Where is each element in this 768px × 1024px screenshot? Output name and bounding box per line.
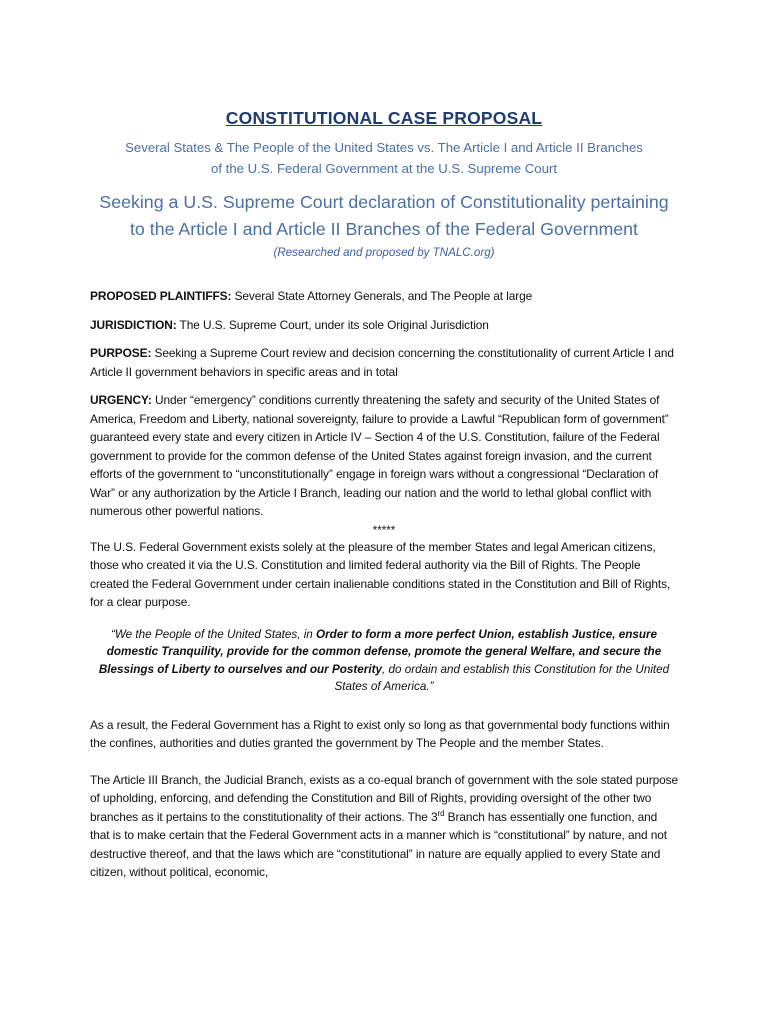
- quote-part-1: “We the People of the United States, in: [110, 627, 317, 641]
- quote-part-3: , do ordain and establish this Constitution for the United States of America.”: [334, 662, 670, 693]
- jurisdiction-paragraph: [90, 316, 678, 335]
- article-three-part-2: Branch has essentially one function, and that is to make certain that the Federal Government acts in a manner which is “constitutional” by nature, and not destructive thereof, and that the laws which are “constitutional” in nature are equally applied to every State and citizen, without political, economic,: [90, 809, 667, 879]
- section-divider: *****: [372, 523, 396, 537]
- headline-line-1: Seeking a U.S. Supreme Court declaration of Constitutionality pertaining: [99, 192, 669, 212]
- purpose-label: PURPOSE:: [90, 346, 152, 360]
- federal-government-paragraph: The U.S. Federal Government exists solely at the pleasure of the member States and legal American citizens, those who created it via the U.S. Constitution and limited federal authority via the Bill of Rights. The People created the Federal Government under certain inalienable conditions stated in the Constitution and Bill of Rights, for a clear purpose.: [90, 539, 671, 609]
- article-three-part-1: The Article III Branch, the Judicial Branch, exists as a co-equal branch of government with the sole stated purpose of upholding, enforcing, and defending the Constitution and Bill of Rights, providing oversight of the other two branches as it pertains to the constitutionality of their actions. The 3: [90, 772, 678, 824]
- urgency-text: Under “emergency” conditions currently threatening the safety and security of the United States of America, Freedom and Liberty, national sovereignty, failure to provide a Lawful “Republican form of government” guaranteed every state and every citizen in Article IV – Section 4 of the U.S. Constitution, failure of the Federal government to provide for the common defense of the United States against foreign invasion, and the current efforts of the government to “unconstitutionally” engage in foreign wars without a congressional “Declaration of War” or any authorization by the Article I Branch, leading our nation and the world to lethal global conflict with numerous other powerful nations.: [90, 393, 669, 518]
- subtitle-line-2: of the U.S. Federal Government at the U.S. Supreme Court: [211, 161, 557, 176]
- plaintiffs-text: Several State Attorney Generals, and The People at large: [231, 289, 533, 303]
- preamble-quote: [96, 626, 672, 696]
- plaintiffs-paragraph: [90, 287, 678, 306]
- result-paragraph: As a result, the Federal Government has a Right to exist only so long as that governmental body functions within the confines, authorities and duties granted the government by The People and the member States.: [90, 717, 670, 750]
- headline-line-2: to the Article I and Article II Branches of the Federal Government: [129, 219, 638, 239]
- quote-part-2: Order to form a more perfect Union, establish Justice, ensure domestic Tranquility, provide for the common defense, promote the general Welfare, and secure the Blessings of Liberty to ourselves and our Posterity: [98, 627, 662, 676]
- subtitle-line-1: Several States & The People of the United States vs. The Article I and Article II Branches: [125, 140, 643, 155]
- urgency-label: URGENCY:: [90, 393, 152, 407]
- document-subtitle: [90, 137, 678, 179]
- research-note: (Researched and proposed by TNALC.org): [273, 246, 495, 259]
- purpose-paragraph: [90, 344, 678, 381]
- purpose-text: Seeking a Supreme Court review and decision concerning the constitutionality of current Article I and Article II government behaviors in specific areas and in total: [90, 346, 674, 379]
- urgency-paragraph: [90, 391, 678, 521]
- document-headline: [90, 189, 678, 243]
- plaintiffs-label: PROPOSED PLAINTIFFS:: [90, 289, 232, 303]
- article-three-paragraph: [90, 771, 678, 882]
- jurisdiction-text: The U.S. Supreme Court, under its sole Original Jurisdiction: [176, 317, 489, 332]
- document-title: CONSTITUTIONAL CASE PROPOSAL: [225, 108, 543, 128]
- ordinal-suffix: rd: [437, 808, 445, 818]
- jurisdiction-label: JURISDICTION:: [90, 317, 177, 332]
